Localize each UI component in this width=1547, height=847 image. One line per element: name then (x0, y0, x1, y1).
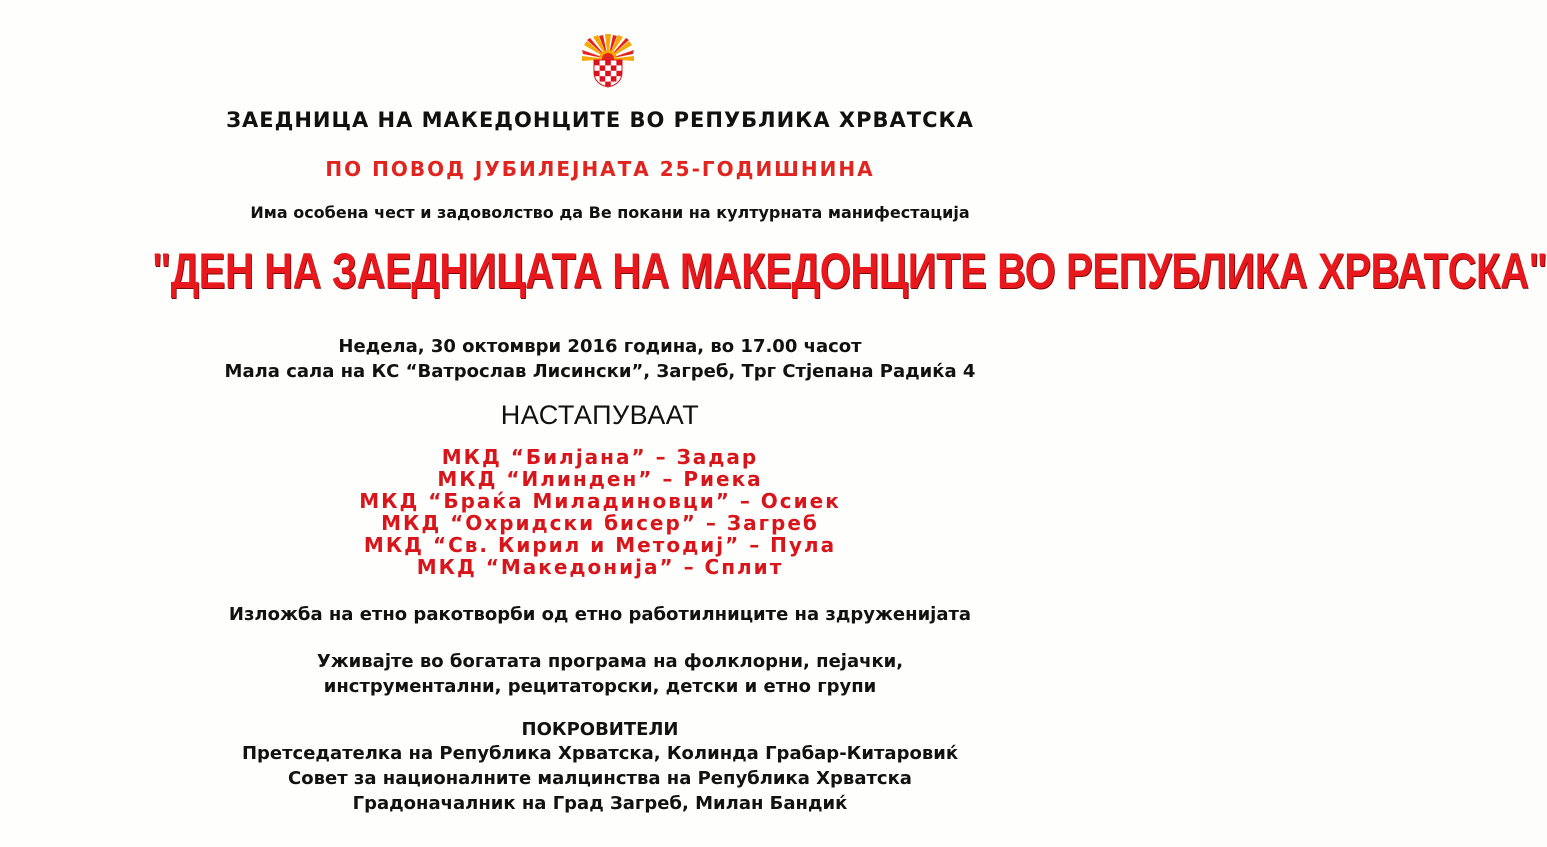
invitation-text: Има особена чест и задоволство да Ве покани на културната манифестација (250, 203, 970, 222)
performers-heading: НАСТАПУВААТ (500, 400, 700, 430)
occasion-line: ПО ПОВОД ЈУБИЛЕЈНАТА 25-ГОДИШНИНА (325, 157, 875, 181)
event-venue: Мала сала на КС “Ватрослав Лисински”, Загреб, Трг Стјепана Радиќа 4 (224, 361, 976, 382)
macedonian-croatian-sun-emblem-icon (581, 32, 635, 88)
list-item: Претседателка на Република Хрватска, Колинда Грабар-Китаровиќ (241, 743, 959, 764)
list-item: МКД “Илинден” – Риека (437, 467, 763, 491)
exhibition-text: Изложба на етно ракотворби од етно работилниците на здруженијата (228, 604, 972, 625)
performers-list (0, 446, 1200, 578)
program-text-line-2: инструментални, рецитаторски, детски и етно групи (323, 676, 877, 697)
list-item: Градоначалник на Град Загреб, Милан Бандиќ (352, 793, 848, 814)
list-item: МКД “Св. Кирил и Методиј” – Пула (363, 533, 837, 557)
list-item: Совет за националните малцинства на Република Хрватска (288, 768, 912, 789)
list-item: МКД “Македонија” – Сплит (416, 555, 784, 579)
patrons-heading: ПОКРОВИТЕЛИ (521, 719, 679, 740)
program-text-line-1: Уживајте во богатата програма на фолклорни, пејачки, (316, 651, 904, 672)
list-item: МКД “Браќа Миладиновци” – Осиек (359, 489, 841, 513)
event-date: Недела, 30 октомври 2016 година, во 17.00 часот (338, 336, 862, 357)
list-item: МКД “Охридски бисер” – Загреб (381, 511, 819, 535)
event-title: "ДЕН НА ЗАЕДНИЦАТА НА МАКЕДОНЦИТЕ ВО РЕПУБЛИКА ХРВАТСКА" (152, 243, 1547, 299)
patrons-list (0, 741, 1200, 816)
organization-name: ЗАЕДНИЦА НА МАКЕДОНЦИТЕ ВО РЕПУБЛИКА ХРВАТСКА (226, 108, 974, 132)
list-item: МКД “Билјана” – Задар (441, 445, 759, 469)
